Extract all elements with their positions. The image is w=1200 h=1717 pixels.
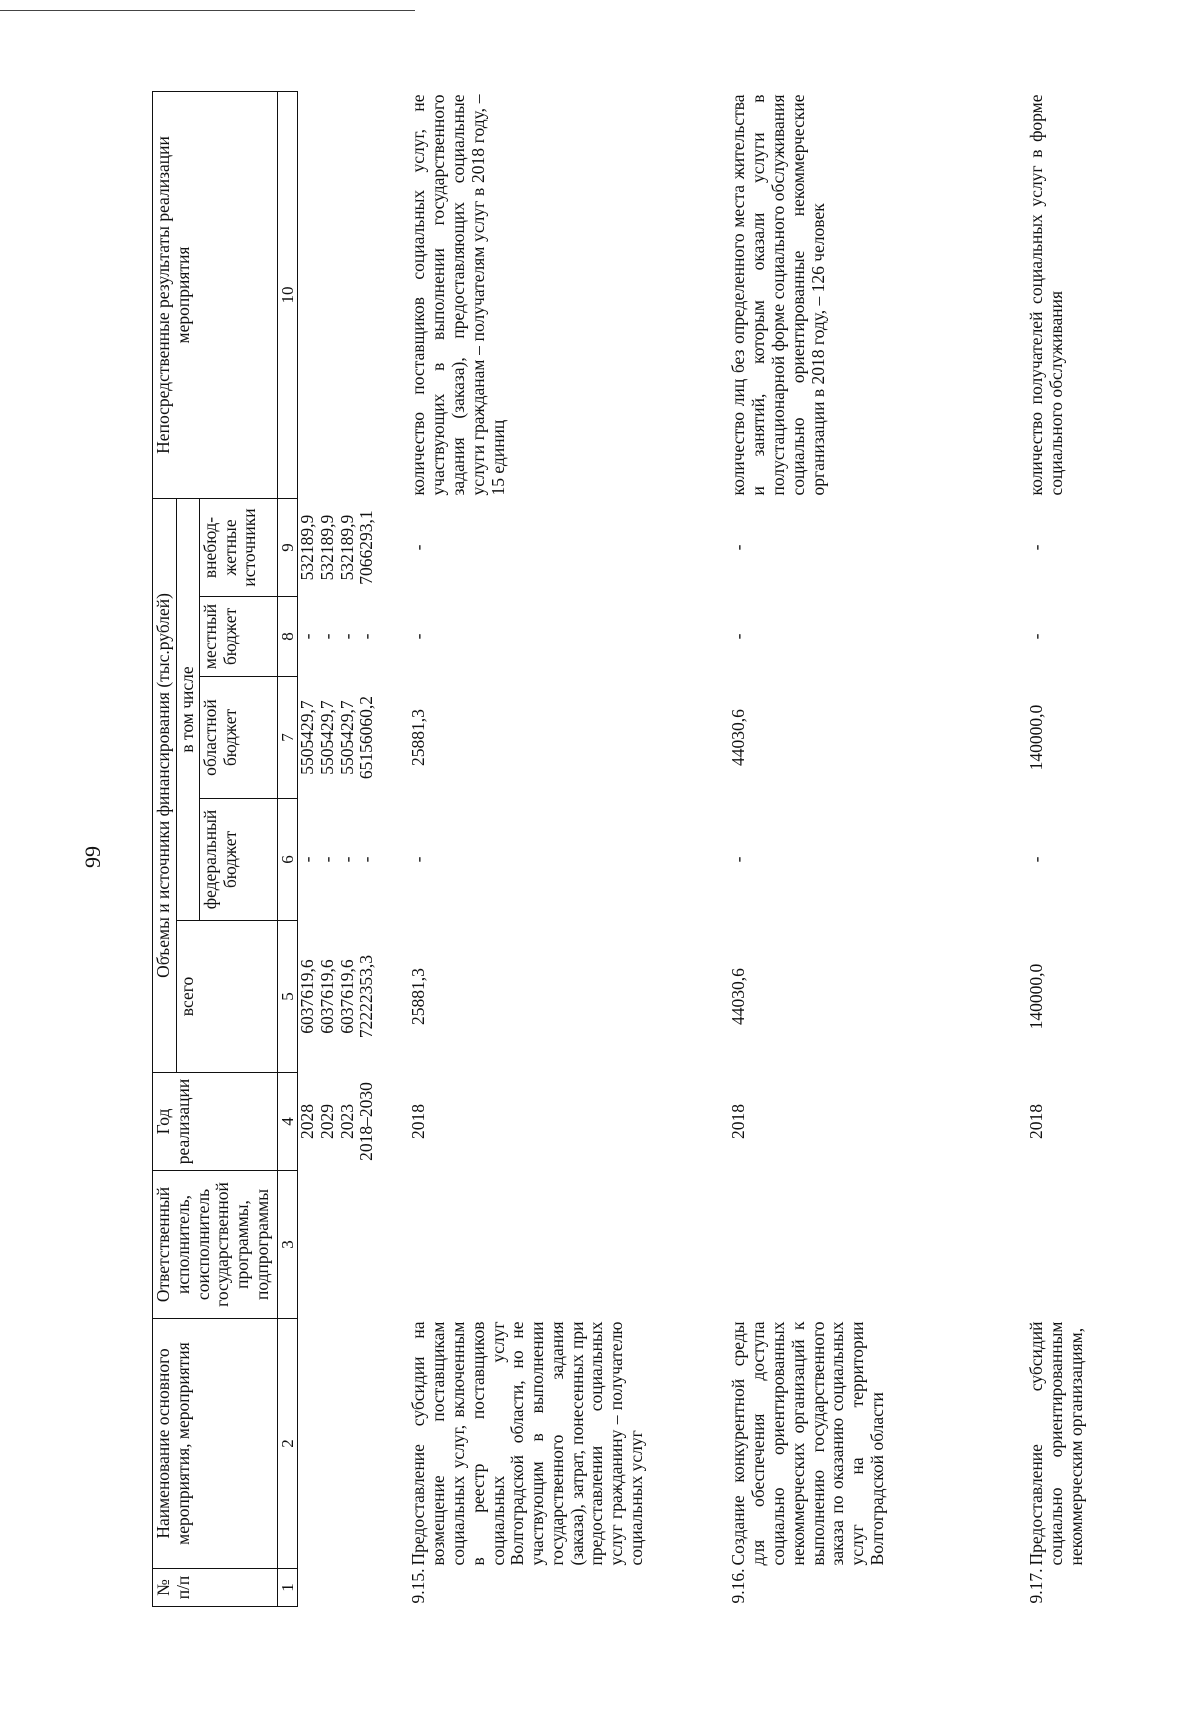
row-number: 9.17. bbox=[1026, 1568, 1047, 1604]
row-number: 9.15. bbox=[408, 1568, 429, 1604]
row-regional: 44030,6 bbox=[728, 709, 749, 766]
header-total: всего bbox=[177, 921, 278, 1073]
row-executor bbox=[1027, 1171, 1117, 1319]
row-local: - bbox=[1026, 633, 1047, 640]
column-number: 1 bbox=[277, 1569, 297, 1607]
program-table bbox=[152, 91, 1117, 1607]
row-total: 140000,0 bbox=[1026, 963, 1047, 1030]
row-regional: 25881,3 bbox=[408, 709, 429, 766]
column-number: 5 bbox=[277, 921, 297, 1073]
header-name: Наименование основного мероприятия, мероприятия bbox=[153, 1319, 278, 1569]
column-number: 7 bbox=[277, 677, 297, 799]
totals-regional: 5505429,7 5505429,7 5505429,7 65156060,2 bbox=[296, 695, 377, 780]
header-number: № п/п bbox=[153, 1569, 278, 1607]
table-row bbox=[409, 91, 729, 1606]
row-result: количество лиц без определенного места жительства и занятий, которым оказали услуги в полустационарной форме социального обслуживания социально ориентированные некоммерческие организации в 2018 году, – 126 человек bbox=[728, 94, 828, 496]
row-executor bbox=[409, 1171, 729, 1319]
row-number: 9.16. bbox=[728, 1568, 749, 1604]
page-number: 99 bbox=[80, 846, 105, 868]
row-result: количество получателей социальных услуг в форме социального обслуживания bbox=[1026, 94, 1067, 496]
table-row bbox=[729, 91, 1027, 1606]
totals-years: 2028 2029 2023 2018–2030 bbox=[296, 1082, 377, 1161]
column-number: 9 bbox=[277, 498, 297, 596]
row-year: 2018 bbox=[728, 1104, 749, 1139]
row-federal: - bbox=[408, 856, 429, 863]
row-extrabudget: - bbox=[728, 544, 749, 551]
column-number: 6 bbox=[277, 799, 297, 921]
column-number: 3 bbox=[277, 1171, 297, 1319]
column-number: 10 bbox=[277, 91, 297, 498]
totals-total: 6037619,6 6037619,6 6037619,6 72222353,3 bbox=[296, 954, 377, 1039]
table-row bbox=[1027, 91, 1117, 1606]
header-extrabudget: внебюд-жетные источники bbox=[199, 498, 277, 596]
row-result: количество поставщиков социальных услуг, не участвующих в выполнении государственного задания (заказа), предоставляющих социальные услуги гражданам – получателям услуг в 2018 году, – 15 единиц bbox=[408, 94, 508, 496]
row-total: 44030,6 bbox=[728, 968, 749, 1025]
row-regional: 140000,0 bbox=[1026, 704, 1047, 771]
totals-local: - - - - bbox=[296, 633, 377, 640]
row-year: 2018 bbox=[1026, 1104, 1047, 1139]
totals-extrabudget: 532189,9 532189,9 532189,9 7066293,1 bbox=[296, 510, 377, 585]
row-total: 25881,3 bbox=[408, 968, 429, 1025]
totals-federal: - - - - bbox=[296, 856, 377, 863]
row-name: Создание конкурентной среды для обеспечения доступа социально ориентированных некоммерческих организаций к выполнению государственного заказа по оказанию социальных услуг на территории Волгоградской области bbox=[728, 1321, 887, 1566]
row-extrabudget: - bbox=[408, 544, 429, 551]
header-year: Год реализации bbox=[153, 1073, 278, 1171]
header-financing: Объемы и источники финансирования (тыс.рублей) bbox=[153, 498, 177, 1072]
header-federal: федеральный бюджет bbox=[199, 799, 277, 921]
header-local: местный бюджет bbox=[199, 597, 277, 677]
header-including: в том числе bbox=[177, 498, 200, 920]
totals-row bbox=[297, 91, 409, 1606]
row-name: Предоставление субсидии на возмещение поставщикам социальных услуг, включенным в реестр поставщиков социальных услуг Волгоградской области, но не участвующим в выполнении государственного задания (заказа), затрат, понесенных при предоставлении социальных услуг гражданину – получателю социальных услуг bbox=[408, 1321, 646, 1566]
row-executor bbox=[729, 1171, 1027, 1319]
column-number: 8 bbox=[277, 597, 297, 677]
column-number: 4 bbox=[277, 1073, 297, 1171]
row-federal: - bbox=[1026, 856, 1047, 863]
column-number: 2 bbox=[277, 1319, 297, 1569]
row-name: Предоставление субсидий социально ориентированным некоммерческим организациям, bbox=[1026, 1321, 1086, 1566]
header-results: Непосредственные результаты реализации мероприятия bbox=[153, 91, 278, 498]
column-number-row bbox=[277, 91, 297, 1606]
row-year: 2018 bbox=[408, 1104, 429, 1139]
row-federal: - bbox=[728, 856, 749, 863]
header-executor: Ответственный исполнитель, соисполнитель государственной программы, подпрограммы bbox=[153, 1171, 278, 1319]
row-local: - bbox=[728, 633, 749, 640]
row-local: - bbox=[408, 633, 429, 640]
header-regional: областной бюджет bbox=[199, 677, 277, 799]
row-extrabudget: - bbox=[1026, 544, 1047, 551]
